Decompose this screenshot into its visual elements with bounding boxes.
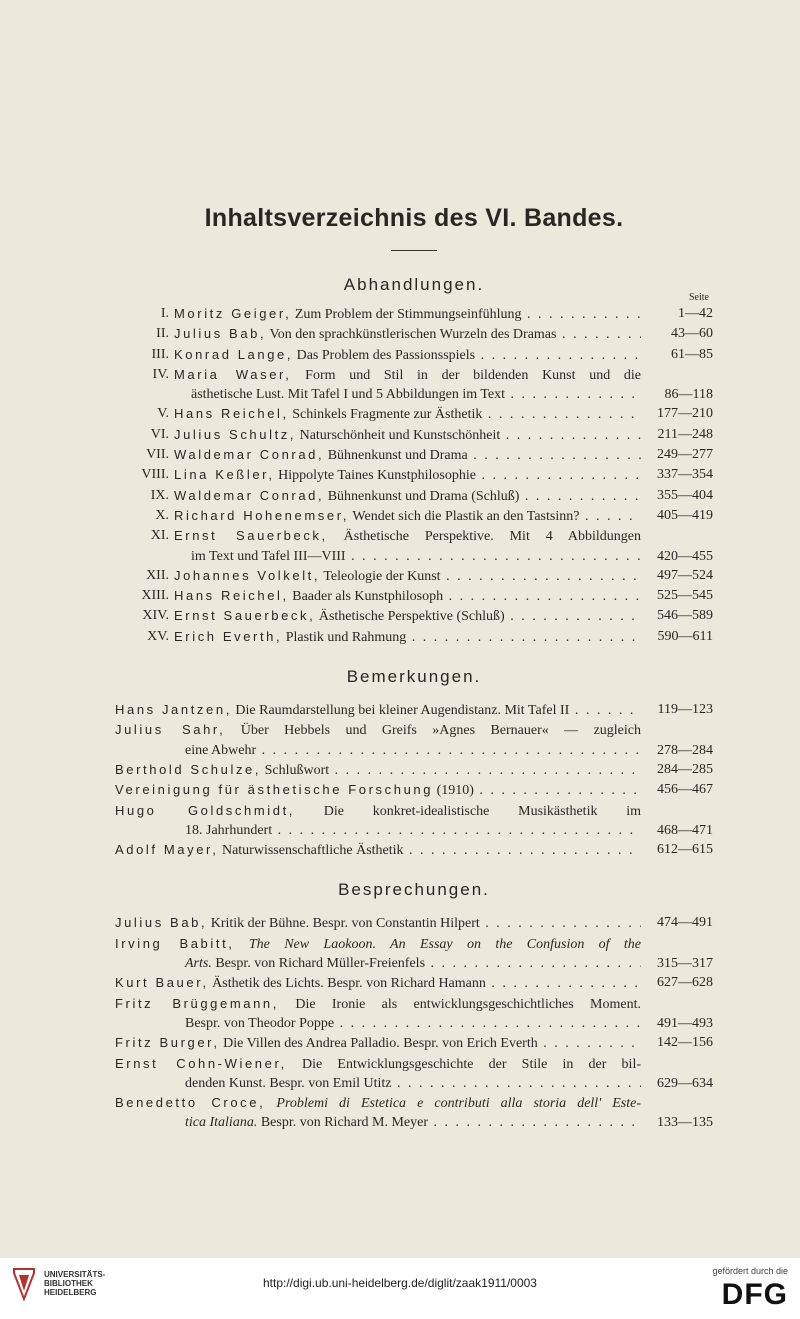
entry-number: VII. xyxy=(146,447,169,463)
entry-pages: 278—284 xyxy=(657,742,713,758)
entry-title: Schlußwort xyxy=(264,762,330,778)
entry-continuation xyxy=(115,1074,641,1093)
entry-author: Hans Reichel, xyxy=(174,588,289,604)
entry-number: XV. xyxy=(147,628,169,644)
entry-author: Lina Keßler, xyxy=(174,467,275,483)
entry-body xyxy=(174,526,641,546)
entry-number: XII. xyxy=(146,567,169,583)
entry-pages: 590—611 xyxy=(657,628,713,644)
section-heading-bemerkungen: Bemerkungen. xyxy=(346,667,482,687)
entry-number: VIII. xyxy=(141,467,169,483)
entry-number: VI. xyxy=(150,426,169,442)
entry-body xyxy=(115,973,641,993)
entry-body xyxy=(174,486,641,506)
entry-body xyxy=(174,445,641,465)
entry-continuation xyxy=(115,741,641,760)
entry-pages: 474—491 xyxy=(657,915,713,931)
entry-number: X. xyxy=(155,507,169,523)
toc-entry xyxy=(115,1054,713,1074)
entry-continuation xyxy=(115,1014,641,1033)
entry-number: XIII. xyxy=(141,588,169,604)
entry-title-cont: Bespr. von Richard Müller-Freienfels xyxy=(215,956,426,972)
entry-body xyxy=(174,586,641,606)
besprechungen-list xyxy=(115,913,713,1132)
entry-title-italic-cont: tica Italiana. xyxy=(185,1115,258,1131)
entry-title: Die Raumdarstellung bei kleiner Augendistanz. Mit Tafel II xyxy=(235,703,570,719)
entry-pages xyxy=(641,1054,713,1074)
entry-pages: 337—354 xyxy=(657,467,713,483)
entry-body xyxy=(115,780,641,800)
entry-author: Hugo Goldschmidt, xyxy=(115,802,296,818)
entry-author: Irving Babitt, xyxy=(115,935,235,951)
toc-entry xyxy=(115,994,713,1014)
toc-entry xyxy=(115,760,713,780)
entry-number: II. xyxy=(156,326,169,342)
section-heading-besprechungen: Besprechungen. xyxy=(338,880,490,900)
entry-continuation xyxy=(174,547,641,566)
entry-title: Die Ironie als entwicklungsgeschichtliches Moment. xyxy=(295,996,641,1012)
toc-entry xyxy=(115,345,713,365)
entry-title: Ästhetische Perspektive. Mit 4 Abbildungen xyxy=(343,529,641,545)
entry-pages xyxy=(641,934,713,954)
entry-author: Waldemar Conrad, xyxy=(174,447,325,463)
entry-body xyxy=(174,506,641,526)
toc-entry xyxy=(115,700,713,720)
toc-entry xyxy=(115,365,713,385)
entry-author: Moritz Geiger, xyxy=(174,306,292,321)
toc-entry xyxy=(115,606,713,626)
entry-body xyxy=(115,913,641,933)
toc-entry xyxy=(115,627,713,647)
entry-body xyxy=(174,345,641,365)
entry-title: Ästhetik des Lichts. Bespr. von Richard Hamann xyxy=(212,976,486,992)
entry-body xyxy=(174,465,641,485)
entry-body xyxy=(115,994,641,1014)
entry-author: Waldemar Conrad, xyxy=(174,487,325,503)
toc-entry xyxy=(115,425,713,445)
entry-body xyxy=(174,365,641,385)
toc-entry-continuation xyxy=(115,1014,713,1033)
entry-title: Das Problem des Passionsspiels xyxy=(296,347,476,363)
entry-author: Adolf Mayer, xyxy=(115,842,219,858)
entry-body xyxy=(115,760,641,780)
entry-title: Hippolyte Taines Kunstphilosophie xyxy=(278,468,476,484)
entry-author: Erich Everth, xyxy=(174,628,283,644)
entry-pages: 355—404 xyxy=(657,487,713,503)
toc-entry xyxy=(115,404,713,424)
entry-pages: 497—524 xyxy=(657,567,713,583)
entry-body xyxy=(174,425,641,445)
entry-number: XI. xyxy=(150,528,169,544)
entry-continuation xyxy=(115,821,641,840)
entry-pages: 612—615 xyxy=(657,842,713,858)
entry-author: Konrad Lange, xyxy=(174,346,294,362)
toc-entry xyxy=(115,486,713,506)
entry-pages: 249—277 xyxy=(657,447,713,463)
entry-pages: 284—285 xyxy=(657,761,713,777)
entry-number: XIV. xyxy=(142,608,169,624)
entry-author: Ernst Sauerbeck, xyxy=(174,528,328,544)
entry-pages: 211—248 xyxy=(657,426,713,442)
entry-body xyxy=(174,566,641,586)
toc-entry xyxy=(115,780,713,800)
toc-entry xyxy=(115,566,713,586)
toc-entry xyxy=(115,840,713,860)
table-of-contents xyxy=(115,203,713,1133)
entry-title: Bühnenkunst und Drama (Schluß) xyxy=(327,488,520,504)
entry-title-italic-cont: Arts. xyxy=(185,956,212,972)
entry-title: Die Villen des Andrea Palladio. Bespr. von Erich Everth xyxy=(223,1036,538,1052)
toc-entry xyxy=(115,801,713,821)
toc-entry xyxy=(115,720,713,740)
title-divider xyxy=(391,250,437,251)
entry-pages: 43—60 xyxy=(671,326,713,342)
entry-author: Berthold Schulze, xyxy=(115,761,262,777)
entry-author: Julius Bab, xyxy=(115,915,208,931)
entry-title-italic: Problemi di Estetica e contributi alla storia dell' Este- xyxy=(276,1096,641,1112)
page-title: Inhaltsverzeichnis des VI. Bandes. xyxy=(204,204,624,232)
entry-number: I. xyxy=(160,306,169,321)
entry-title-cont: denden Kunst. Bespr. von Emil Utitz xyxy=(185,1075,392,1091)
entry-title-italic: The New Laokoon. An Essay on the Confusion of the xyxy=(248,936,641,952)
entry-author: Maria Waser, xyxy=(174,366,292,382)
entry-pages: 142—156 xyxy=(657,1035,713,1051)
toc-entry xyxy=(115,586,713,606)
entry-pages xyxy=(641,994,713,1014)
toc-entry xyxy=(115,445,713,465)
entry-author: Vereinigung für ästhetische Forschung xyxy=(115,782,434,798)
toc-entry-continuation xyxy=(115,821,713,840)
entry-body xyxy=(115,700,641,720)
entry-title: Die konkret-idealistische Musikästhetik im xyxy=(323,803,641,819)
entry-title-cont: Bespr. von Theodor Poppe xyxy=(185,1015,335,1031)
toc-entry xyxy=(115,973,713,993)
entry-title: (1910) xyxy=(436,783,474,799)
entry-author: Hans Reichel, xyxy=(174,406,289,422)
entry-author: Johannes Volkelt, xyxy=(174,567,321,583)
entry-number: IX. xyxy=(150,487,169,503)
entry-title-cont: im Text und Tafel III—VIII xyxy=(191,548,346,564)
entry-title-cont: Bespr. von Richard M. Meyer xyxy=(260,1115,429,1131)
entry-pages: 1—42 xyxy=(678,306,713,321)
entry-continuation xyxy=(115,1113,641,1132)
entry-pages: 627—628 xyxy=(657,975,713,991)
entry-author: Ernst Sauerbeck, xyxy=(174,608,316,624)
entry-pages: 546—589 xyxy=(657,608,713,624)
entry-body xyxy=(115,720,641,740)
entry-author: Julius Schultz, xyxy=(174,426,297,442)
entry-pages xyxy=(641,1093,713,1113)
entry-title: Von den sprachkünstlerischen Wurzeln des Dramas xyxy=(269,327,557,343)
entry-number: IV. xyxy=(152,366,169,382)
entry-title: Zum Problem der Stimmungseinfühlung xyxy=(294,307,522,322)
entry-pages: 525—545 xyxy=(657,588,713,604)
dfg-logo: DFG xyxy=(721,1278,788,1311)
entry-author: Fritz Burger, xyxy=(115,1035,220,1051)
toc-entry xyxy=(115,934,713,954)
entry-author: Richard Hohenemser, xyxy=(174,507,350,523)
toc-entry-continuation xyxy=(115,385,713,404)
toc-entry xyxy=(115,304,713,324)
entry-pages: 61—85 xyxy=(671,346,713,362)
entry-title-cont: eine Abwehr xyxy=(185,742,257,758)
funded-by-label: gefördert durch die xyxy=(712,1266,788,1276)
entry-pages: 491—493 xyxy=(657,1015,713,1031)
entry-pages: 119—123 xyxy=(657,702,713,718)
entry-pages xyxy=(641,720,713,740)
entry-body xyxy=(115,1033,641,1053)
entry-title: Über Hebbels und Greifs »Agnes Bernauer« — zugleich xyxy=(240,723,641,739)
bemerkungen-list xyxy=(115,700,713,860)
entry-title: Naturschönheit und Kunstschönheit xyxy=(299,427,501,443)
entry-title: Schinkels Fragmente zur Ästhetik xyxy=(292,407,483,423)
toc-entry-continuation xyxy=(115,547,713,566)
abhandlungen-list xyxy=(115,304,713,647)
entry-author: Hans Jantzen, xyxy=(115,702,232,718)
entry-title-cont: 18. Jahrhundert xyxy=(185,822,273,838)
entry-number-spacer xyxy=(115,547,174,566)
toc-entry xyxy=(115,526,713,546)
entry-pages: 405—419 xyxy=(657,507,713,523)
entry-number-spacer xyxy=(115,385,174,404)
entry-pages: 629—634 xyxy=(657,1075,713,1091)
entry-author: Ernst Cohn-Wiener, xyxy=(115,1055,287,1071)
entry-number: V. xyxy=(157,406,169,422)
entry-author: Benedetto Croce, xyxy=(115,1095,266,1111)
entry-title: Naturwissenschaftliche Ästhetik xyxy=(221,843,404,859)
toc-entry xyxy=(115,324,713,344)
entry-title: Die Entwicklungsgeschichte der Stile in der bil- xyxy=(302,1056,641,1072)
toc-entry xyxy=(115,1093,713,1113)
toc-entry xyxy=(115,465,713,485)
entry-body xyxy=(115,934,641,954)
entry-author: Julius Bab, xyxy=(174,326,267,342)
toc-entry-continuation xyxy=(115,1074,713,1093)
entry-title: Plastik und Rahmung xyxy=(285,629,407,645)
entry-body xyxy=(174,606,641,626)
entry-pages xyxy=(641,526,713,546)
toc-entry-continuation xyxy=(115,954,713,973)
entry-author: Kurt Bauer, xyxy=(115,975,209,991)
toc-entry-continuation xyxy=(115,741,713,760)
entry-body xyxy=(174,324,641,344)
entry-pages: 420—455 xyxy=(657,548,713,564)
entry-continuation xyxy=(115,954,641,973)
entry-pages: 468—471 xyxy=(657,822,713,838)
toc-entry xyxy=(115,913,713,933)
entry-body xyxy=(174,404,641,424)
entry-title: Baader als Kunstphilosoph xyxy=(292,589,444,605)
entry-pages: 133—135 xyxy=(657,1115,713,1131)
seite-label: Seite xyxy=(689,292,709,303)
entry-title: Bühnenkunst und Drama xyxy=(327,448,468,464)
entry-body xyxy=(115,1054,641,1074)
footer-bar xyxy=(0,1258,800,1319)
entry-pages xyxy=(641,365,713,385)
source-url[interactable]: http://digi.ub.uni-heidelberg.de/diglit/zaak1911/0003 xyxy=(263,1276,537,1290)
entry-pages: 86—118 xyxy=(664,387,713,403)
entry-author: Fritz Brüggemann, xyxy=(115,995,279,1011)
entry-number: III. xyxy=(151,346,169,362)
entry-author: Julius Sahr, xyxy=(115,722,226,738)
toc-entry-continuation xyxy=(115,1113,713,1132)
entry-body xyxy=(174,304,641,324)
toc-entry xyxy=(115,506,713,526)
entry-pages: 456—467 xyxy=(657,782,713,798)
entry-continuation xyxy=(174,385,641,404)
entry-title: Wendet sich die Plastik an den Tastsinn? xyxy=(352,508,580,524)
entry-body xyxy=(115,840,641,860)
library-name: UNIVERSITÄTS- BIBLIOTHEK HEIDELBERG xyxy=(44,1270,106,1297)
section-heading-abhandlungen: Abhandlungen. xyxy=(343,275,485,294)
toc-entry xyxy=(115,1033,713,1053)
entry-body xyxy=(115,801,641,821)
entry-title: Teleologie der Kunst xyxy=(323,568,441,584)
entry-pages: 315—317 xyxy=(657,956,713,972)
entry-title: Form und Stil in der bildenden Kunst und die xyxy=(305,367,641,383)
entry-body xyxy=(115,1093,641,1113)
entry-title-cont: ästhetische Lust. Mit Tafel I und 5 Abbildungen im Text xyxy=(191,387,506,403)
entry-title: Ästhetische Perspektive (Schluß) xyxy=(318,609,505,625)
entry-body xyxy=(174,627,641,647)
entry-pages xyxy=(641,801,713,821)
entry-title: Kritik der Bühne. Bespr. von Constantin Hilpert xyxy=(210,916,480,932)
entry-pages: 177—210 xyxy=(657,406,713,422)
